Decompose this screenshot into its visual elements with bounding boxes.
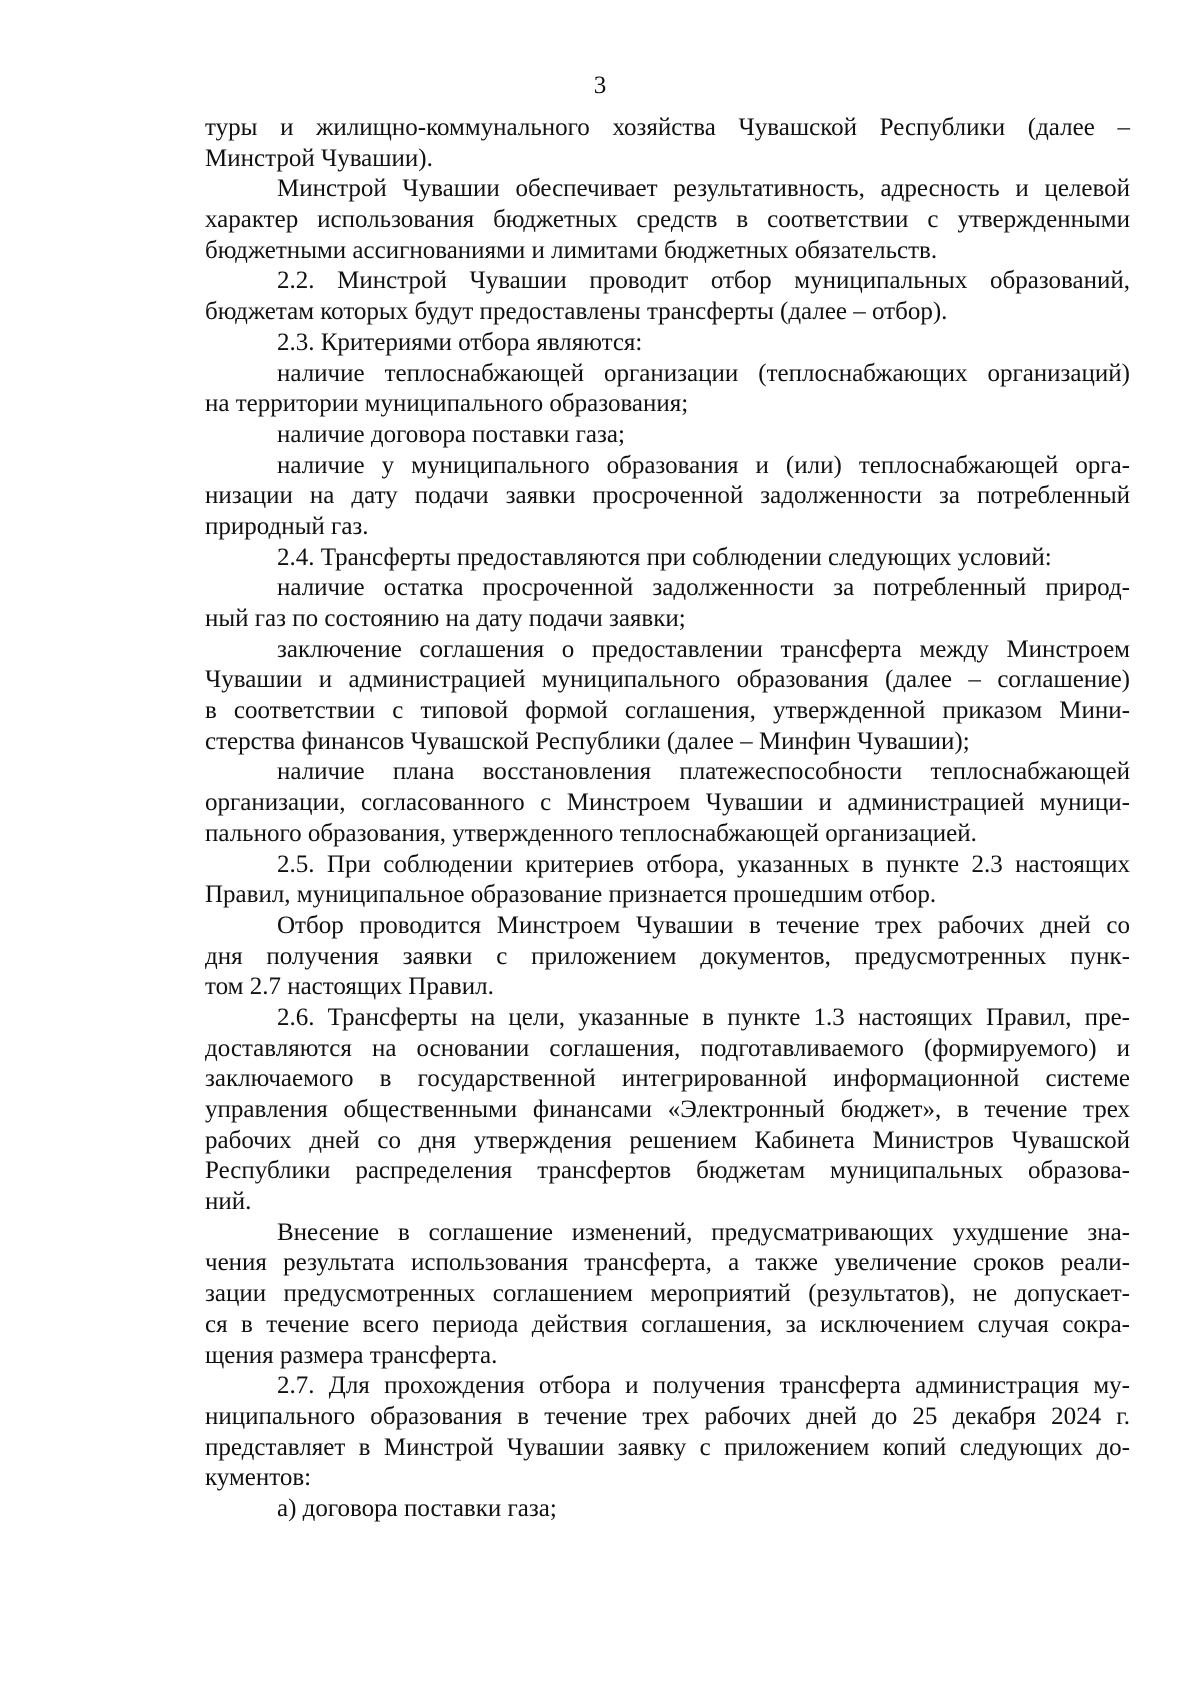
- text-line: 2.6. Трансферты на цели, указанные в пункте 1.3 настоящих Правил, пре-: [277, 1003, 1130, 1031]
- text-line: ся в течение всего периода действия соглашения, за исключением случая сокра-: [205, 1310, 1130, 1338]
- text-line: туры и жилищно-коммунального хозяйства Чувашской Республики (далее –: [205, 114, 1130, 141]
- text-line: заключение соглашения о предоставлении трансферта между Минстроем: [277, 635, 1130, 663]
- text-line: кументов:: [205, 1464, 312, 1492]
- text-line: а) договора поставки газа;: [277, 1494, 557, 1522]
- text-line: Минстрой Чувашии обеспечивает результативность, адресность и целевой: [277, 175, 1130, 203]
- text-line: 2.3. Критериями отбора являются:: [277, 328, 643, 356]
- text-line: на территории муниципального образования;: [205, 390, 689, 418]
- text-line: доставляются на основании соглашения, подготавливаемого (формируемого) и: [205, 1034, 1130, 1062]
- text-line: 2.4. Трансферты предоставляются при соблюдении следующих условий:: [277, 543, 1052, 571]
- text-line: наличие у муниципального образования и (или) теплоснабжающей орга-: [277, 451, 1130, 479]
- page-number: 3: [593, 72, 607, 99]
- text-line: наличие теплоснабжающей организации (теплоснабжающих организаций): [277, 359, 1130, 387]
- text-line: наличие плана восстановления платежеспособности теплоснабжающей: [277, 758, 1130, 786]
- text-line: организации, согласованного с Минстроем Чувашии и администрацией муници-: [205, 789, 1130, 817]
- document-body: [205, 113, 1130, 1525]
- text-line: 2.2. Минстрой Чувашии проводит отбор муниципальных образований,: [277, 267, 1130, 295]
- text-line: бюджетными ассигнованиями и лимитами бюджетных обязательств.: [205, 236, 938, 264]
- text-line: зации предусмотренных соглашением мероприятий (результатов), не допускает-: [205, 1280, 1130, 1308]
- text-line: Чувашии и администрацией муниципального образования (далее – соглашение): [205, 666, 1130, 694]
- text-line: ный газ по состоянию на дату подачи заявки;: [205, 605, 686, 632]
- text-line: заключаемого в государственной интегрированной информационной системе: [205, 1065, 1130, 1093]
- text-line: природный газ.: [205, 512, 369, 540]
- text-line: пального образования, утвержденного теплоснабжающей организацией.: [205, 819, 977, 847]
- text-line: в соответствии с типовой формой соглашения, утвержденной приказом Мини-: [205, 697, 1130, 725]
- text-line: том 2.7 настоящих Правил.: [205, 973, 494, 1001]
- text-line: бюджетам которых будут предоставлены трансферты (далее – отбор).: [205, 298, 948, 326]
- text-line: наличие остатка просроченной задолженности за потребленный природ-: [277, 574, 1130, 602]
- text-line: Отбор проводится Минстроем Чувашии в течение трех рабочих дней со: [277, 911, 1130, 939]
- text-line: щения размера трансферта.: [205, 1341, 498, 1369]
- text-line: управления общественными финансами «Электронный бюджет», в течение трех: [205, 1096, 1130, 1123]
- text-line: 2.7. Для прохождения отбора и получения трансферта администрация му-: [277, 1372, 1130, 1400]
- text-line: Республики распределения трансфертов бюджетам муниципальных образова-: [205, 1157, 1130, 1185]
- text-line: характер использования бюджетных средств в соответствии с утвержденными: [205, 206, 1130, 234]
- text-line: 2.5. При соблюдении критериев отбора, указанных в пункте 2.3 настоящих: [277, 850, 1130, 878]
- text-line: низации на дату подачи заявки просроченной задолженности за потребленный: [205, 482, 1130, 510]
- text-line: наличие договора поставки газа;: [277, 420, 625, 448]
- text-line: Правил, муниципальное образование признается прошедшим отбор.: [205, 881, 937, 909]
- text-line: Внесение в соглашение изменений, предусматривающих ухудшение зна-: [277, 1218, 1130, 1246]
- text-line: представляет в Минстрой Чувашии заявку с приложением копий следующих до-: [205, 1433, 1130, 1461]
- text-line: стерства финансов Чувашской Республики (далее – Минфин Чувашии);: [205, 727, 970, 755]
- text-line: Минстрой Чувашии).: [205, 144, 433, 172]
- text-line: ниципального образования в течение трех рабочих дней до 25 декабря 2024 г.: [205, 1402, 1130, 1430]
- text-line: дня получения заявки с приложением документов, предусмотренных пунк-: [205, 942, 1130, 970]
- text-line: чения результата использования трансферта, а также увеличение сроков реали-: [205, 1249, 1130, 1277]
- text-line: ний.: [205, 1188, 252, 1216]
- text-line: рабочих дней со дня утверждения решением Кабинета Министров Чувашской: [205, 1126, 1130, 1154]
